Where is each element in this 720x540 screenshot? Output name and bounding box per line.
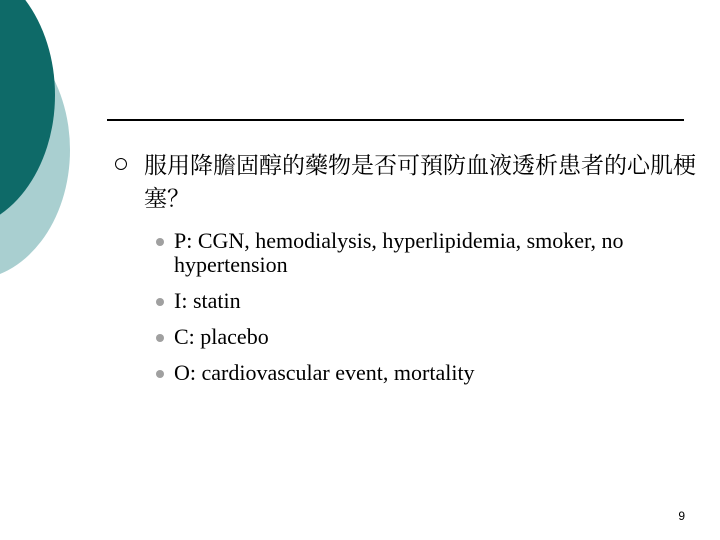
list-item [156,361,676,385]
question-text: 服用降膽固醇的藥物是否可預防血液透析患者的心肌梗塞？ [144,153,696,212]
list-item [156,229,676,277]
bullet-dot-icon [156,334,164,342]
item-text: I: statin [174,288,241,313]
item-text: C: placebo [174,324,269,349]
list-item [156,289,676,313]
item-text: P: CGN, hemodialysis, hyperlipidemia, smoker, no hypertension [174,228,624,277]
bullet-dot-icon [156,298,164,306]
list-item [156,325,676,349]
title-divider [107,119,684,121]
page-number: 9 [678,509,685,523]
pico-list [156,229,676,397]
hollow-circle-bullet-icon [115,158,127,170]
bullet-dot-icon [156,370,164,378]
item-text: O: cardiovascular event, mortality [174,360,475,385]
bullet-dot-icon [156,238,164,246]
